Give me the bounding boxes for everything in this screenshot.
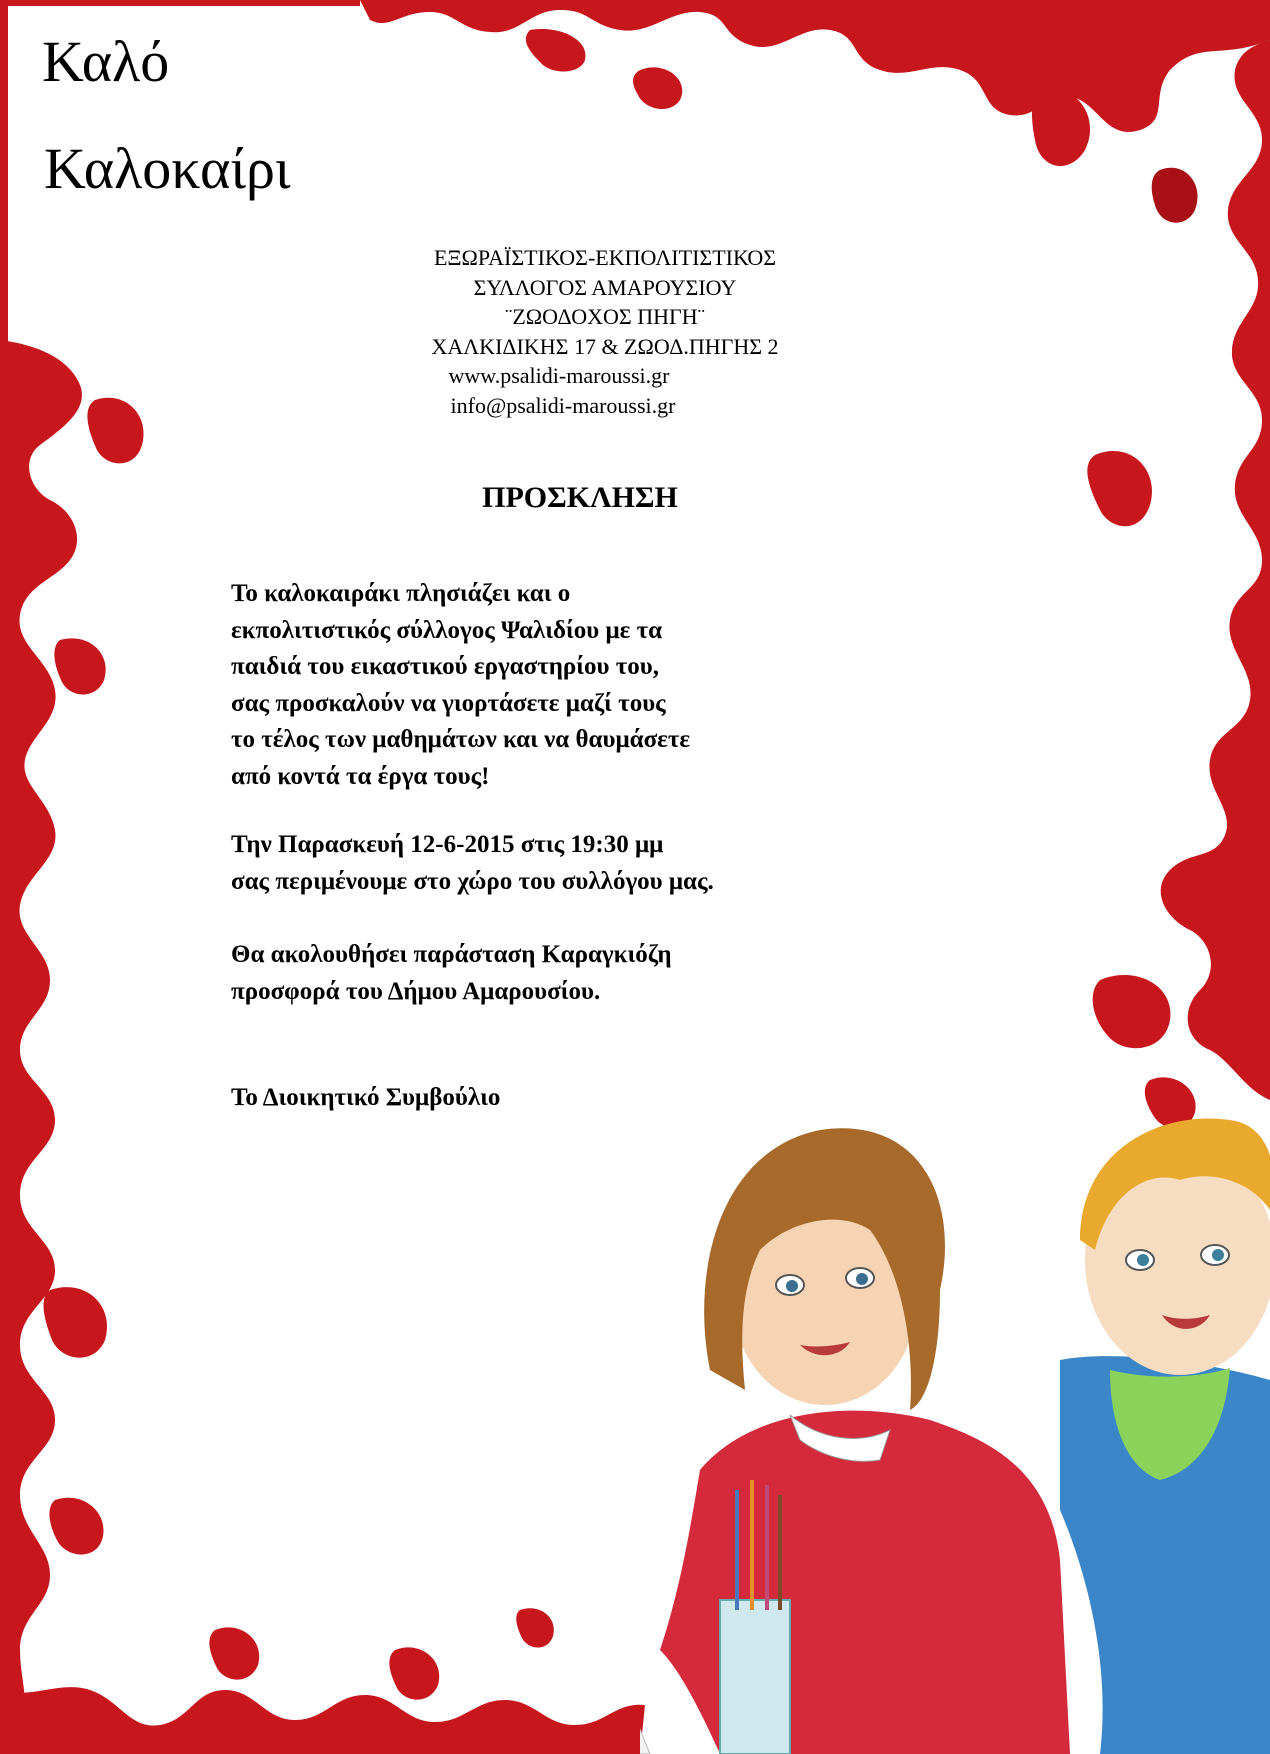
- organization-name-line-1: ΕΞΩΡΑΪΣΤΙΚΟΣ-ΕΚΠΟΛΙΤΙΣΤΙΚΟΣ: [433, 245, 777, 270]
- greeting-line-1: Καλό: [42, 29, 170, 94]
- text-line: εκπολιτιστικός σύλλογος Ψαλιδίου με τα: [231, 616, 663, 644]
- text-line: Το καλοκαιράκι πλησιάζει και ο: [231, 580, 571, 607]
- organization-email: info@psalidi-maroussi.gr: [450, 392, 676, 418]
- organization-website: www.psalidi-maroussi.gr: [448, 363, 670, 388]
- text-line: σας περιμένουμε στο χώρο του συλλόγου μας.: [231, 867, 714, 895]
- invitation-paragraph-1: [231, 576, 931, 795]
- invitation-paragraph-2: [231, 827, 931, 900]
- organization-header: [300, 243, 910, 420]
- text-line: προσφορά του Δήμου Αμαρουσίου.: [231, 977, 601, 1005]
- text-line: από κοντά τα έργα τους!: [231, 762, 490, 790]
- text-line: σας προσκαλούν να γιορτάσετε μαζί τους: [231, 689, 666, 717]
- text-line: Την Παρασκευή 12-6-2015 στις 19:30 μμ: [231, 831, 664, 858]
- invitation-title: ΠΡΟΣΚΛΗΣΗ: [482, 481, 678, 514]
- text-line: Θα ακολουθήσει παράσταση Καραγκιόζη: [231, 941, 672, 968]
- invitation-paragraph-3: [231, 937, 931, 1010]
- greeting-line-2: Καλοκαίρι: [44, 136, 291, 201]
- signature: Το Διοικητικό Συμβούλιο: [231, 1084, 501, 1111]
- organization-address: ΧΑΛΚΙΔΙΚΗΣ 17 & ΖΩΟΔ.ΠΗΓΗΣ 2: [431, 333, 779, 359]
- text-line: το τέλος των μαθημάτων και να θαυμάσετε: [231, 726, 691, 753]
- children-painting-illustration: [640, 1110, 1270, 1754]
- brush-jar: [720, 1600, 790, 1754]
- organization-name-line-3: ¨ΖΩΟΔΟΧΟΣ ΠΗΓΗ¨: [505, 304, 705, 329]
- organization-name-line-2: ΣΥΛΛΟΓΟΣ ΑΜΑΡΟΥΣΙΟΥ: [473, 274, 737, 300]
- text-line: παιδιά του εικαστικού εργαστηρίου του,: [231, 653, 660, 680]
